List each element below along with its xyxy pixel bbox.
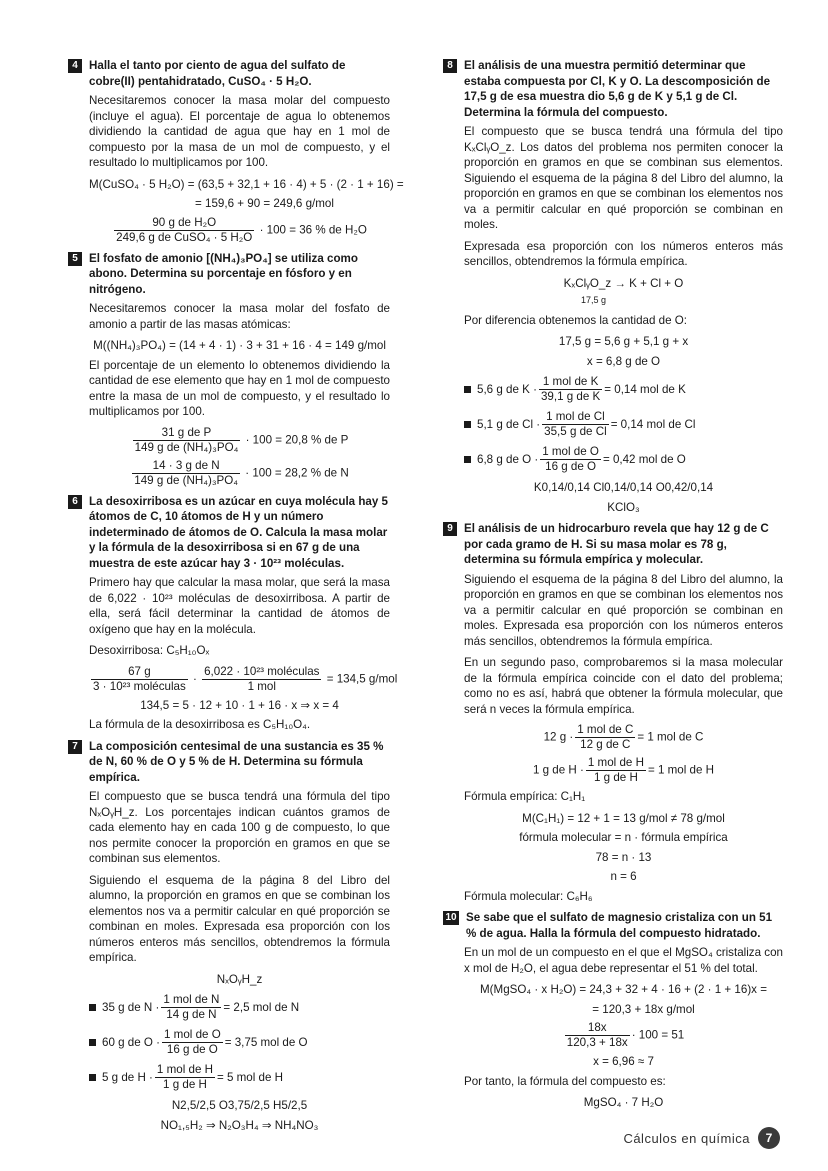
problem-number: 5	[68, 252, 82, 266]
result: = 0,14 mol de Cl	[610, 417, 696, 431]
denominator: 35,5 g de Cl	[544, 425, 607, 438]
equation: K0,14/0,14 Cl0,14/0,14 O0,42/0,14	[533, 481, 714, 494]
numerator: 1 mol de H	[587, 756, 644, 769]
equation: MgSO₄ · 7 H₂O	[583, 1096, 664, 1109]
numerator: 90 g de H₂O	[114, 216, 254, 231]
calc-prefix: 5,6 g de K ·	[477, 382, 537, 396]
problem-10	[443, 910, 783, 1111]
paragraph: Por diferencia obtenemos la cantidad de O:	[464, 313, 687, 327]
equation: = 120,3 + 18x g/mol	[592, 1002, 695, 1016]
problem-number: 8	[443, 59, 457, 73]
numerator: 14 · 3 g de N	[132, 459, 240, 474]
equation: M((NH₄)₃PO₄) = (14 + 4 · 1) · 3 + 31 + 16 · 4 = 149 g/mol	[93, 339, 386, 352]
equation: n = 6	[610, 870, 637, 883]
numerator: 31 g de P	[133, 426, 241, 441]
calc-prefix: 5 g de H ·	[102, 1070, 153, 1084]
equation: fórmula molecular = n · fórmula empírica	[519, 831, 728, 844]
problem-4	[68, 58, 404, 245]
result: = 3,75 mol de O	[224, 1035, 308, 1049]
result: = 134,5 g/mol	[326, 672, 398, 686]
equation: 17,5 g = 5,6 g + 5,1 g + x	[558, 335, 689, 348]
problem-number: 6	[68, 495, 82, 509]
problem-number: 7	[68, 740, 82, 754]
result: = 5 mol de H	[216, 1070, 284, 1084]
equation: 134,5 = 5 · 12 + 10 · 1 + 16 · x ⇒ x = 4	[140, 698, 339, 712]
paragraph: Siguiendo el esquema de la página 8 del Libro del alumno, la proporción en gramos en que se combinan los elementos nos va a permitir calcular en qué proporción se combinan en moles. Expresada esa proporción con los números enteros más sencillos, obtendremos la fórmula empírica.	[464, 572, 783, 648]
calc-prefix: 1 g de H ·	[532, 763, 584, 777]
problem-question: Halla el tanto por ciento de agua del sulfato de cobre(II) pentahidratado, CuSO₄ · 5 H₂O.	[89, 59, 346, 88]
problem-question: La desoxirribosa es un azúcar en cuya molécula hay 5 átomos de C, 10 átomos de H y un número indeterminado de átomos de O. Calcula la masa molar y la fórmula de la desoxirribosa si en 67 g de una muestra de este azúcar hay 3 · 10²³ moléculas.	[89, 494, 388, 570]
fraction-equation	[89, 459, 390, 488]
equation: NₓOᵧH_z	[216, 972, 263, 986]
numerator: 1 mol de C	[577, 723, 634, 736]
numerator: 1 mol de K	[539, 375, 602, 390]
problem-6	[68, 494, 398, 733]
denominator: 149 g de (NH₄)₃PO₄	[134, 440, 239, 454]
bullet-calc	[464, 410, 783, 439]
page-footer	[623, 1127, 780, 1149]
problem-number: 9	[443, 522, 457, 536]
problem-question: El análisis de una muestra permitió determinar que estaba compuesta por Cl, K y O. La descomposición de 17,5 g de esa muestra dio 5,6 g de K y 5,1 g de Cl. Determina la fórmula del compuesto.	[464, 59, 771, 119]
paragraph: Primero hay que calcular la masa molar, que será la masa de 6,022 · 10²³ moléculas de desoxirribosa. A partir de ella, será fácil determinar la cantidad de átomos de oxígeno que hay en la molécula.	[89, 576, 390, 636]
equation: M(C₁H₁) = 12 + 1 = 13 g/mol ≠ 78 g/mol	[522, 811, 725, 825]
denominator: 14 g de N	[166, 1008, 217, 1021]
denominator: 249,6 g de CuSO₄ · 5 H₂O	[116, 230, 253, 244]
bullet-square	[464, 421, 471, 428]
paragraph: En un mol de un compuesto en el que el MgSO₄ cristaliza con x mol de H₂O, el agua debe representar el 51 % del total.	[464, 946, 783, 975]
denominator: 1 mol	[247, 679, 276, 693]
problem-7	[68, 739, 390, 1134]
bullet-square	[464, 386, 471, 393]
result: = 1 mol de H	[647, 763, 715, 777]
paragraph: Expresada esa proporción con los números enteros más sencillos, obtendremos la fórmula empírica.	[464, 239, 783, 268]
paragraph: Necesitaremos conocer la masa molar del compuesto (incluye el agua). El porcentaje de agua lo obtenemos dividiendo la cantidad de agua que hay en 1 mol de compuesto por la masa de un mol de compuesto, y el resultado lo multiplicamos por 100.	[89, 94, 390, 169]
paragraph: En un segundo paso, comprobaremos si la masa molecular de la fórmula empírica coincide con el dato del problema; como no es así, habrá que obtener la fórmula molecular, que será n veces la fórmula empírica.	[464, 656, 783, 716]
paragraph: Fórmula molecular: C₆H₆	[464, 889, 593, 903]
calc-prefix: 35 g de N ·	[102, 1000, 160, 1014]
result: · 100 = 28,2 % de N	[245, 466, 349, 480]
result: · 100 = 51	[631, 1028, 685, 1042]
result: · 100 = 36 % de H₂O	[259, 223, 367, 237]
right-column	[443, 58, 783, 1117]
denominator: 1 g de H	[594, 771, 638, 784]
equation: x = 6,8 g de O	[586, 354, 661, 368]
numerator: 6,022 · 10²³ moléculas	[204, 664, 320, 678]
bullet-calc	[89, 1063, 390, 1092]
problem-5	[68, 251, 390, 488]
numerator: 18x	[565, 1021, 630, 1036]
numerator: 67 g	[91, 665, 188, 680]
bullet-square	[464, 456, 471, 463]
bullet-square	[89, 1004, 96, 1011]
page-number: 7	[758, 1127, 780, 1149]
equation: N2,5/2,5 O3,75/2,5 H5/2,5	[171, 1099, 308, 1112]
denominator: 1 g de H	[163, 1078, 207, 1091]
equation: KClO₃	[607, 500, 640, 514]
chapter-title: Cálculos en química	[623, 1130, 750, 1146]
numerator: 1 mol de H	[156, 1063, 213, 1076]
equation: NO₁,₅H₂ ⇒ N₂O₃H₄ ⇒ NH₄NO₃	[160, 1118, 319, 1132]
fraction-equation	[89, 216, 390, 245]
denominator: 12 g de C	[580, 738, 631, 751]
fraction-equation	[464, 1021, 783, 1050]
numerator: 1 mol de Cl	[542, 410, 609, 425]
paragraph: El compuesto que se busca tendrá una fórmula del tipo KₓClᵧO_z. Los datos del problema nos permiten conocer la proporción en gramos en que se combinan sus elementos. Siguiendo el esquema de la página 8 del Libro del alumno, la proporción en gramos en que se combinan los elementos nos va a permitir calcular en qué proporción se combinan en moles.	[464, 125, 783, 231]
paragraph: Por tanto, la fórmula del compuesto es:	[464, 1074, 666, 1088]
bullet-square	[89, 1074, 96, 1081]
fraction-equation	[464, 756, 783, 785]
fraction-equation	[89, 426, 390, 455]
equation: M(MgSO₄ · x H₂O) = 24,3 + 32 + 4 · 16 + (2 · 1 + 16)x =	[480, 983, 767, 996]
fraction-equation	[464, 723, 783, 752]
problem-question: El fosfato de amonio [(NH₄)₃PO₄] se utiliza como abono. Determina su porcentaje en fósforo y en nitrógeno.	[89, 251, 358, 296]
problem-question: La composición centesimal de una sustancia es 35 % de N, 60 % de O y 5 % de H. Determina su fórmula empírica.	[89, 739, 384, 784]
result: = 1 mol de C	[637, 730, 704, 744]
calc-prefix: 12 g ·	[543, 730, 574, 744]
denominator: 39,1 g de K	[540, 390, 601, 403]
denominator: 16 g de O	[166, 1043, 218, 1056]
denominator: 120,3 + 18x	[566, 1036, 628, 1049]
bullet-square	[89, 1039, 96, 1046]
bullet-calc	[89, 1028, 390, 1057]
problem-8	[443, 58, 783, 515]
calc-prefix: 5,1 g de Cl ·	[477, 417, 541, 431]
result: = 0,42 mol de O	[602, 452, 686, 466]
paragraph: Fórmula empírica: C₁H₁	[464, 790, 586, 803]
paragraph: El compuesto que se busca tendrá una fórmula del tipo NₓOᵧH_z. Los porcentajes indican cuántos gramos de cada elemento hay en cada 100 g de compuesto, lo que nos permite conocer la proporción en gramos en que se combinan sus elementos.	[89, 790, 390, 865]
fraction-equation: $\frac{67 g}{\text{3 · 10²³ moléculas}}$ · $\frac{\text{6,022 · 10²³ moléculas}}{\text{1 mol}}$ = 134,5 g/mol	[93, 664, 398, 693]
calc-prefix: 6,8 g de O ·	[477, 452, 539, 466]
result: = 0,14 mol de K	[604, 382, 686, 396]
result: = 2,5 mol de N	[223, 1000, 300, 1014]
bullet-calc	[464, 375, 783, 404]
numerator: 1 mol de N	[163, 993, 220, 1006]
numerator: 1 mol de O	[164, 1028, 221, 1041]
equation-subscript: 17,5 g	[580, 295, 607, 305]
calc-prefix: 60 g de O ·	[102, 1035, 161, 1049]
paragraph: Siguiendo el esquema de la página 8 del Libro del alumno, la proporción en gramos en que se combinan los elementos nos va a permitir calcular en qué proporción se combinan en moles. Expresada esa proporción con los números enteros más sencillos, obtendremos la fórmula empírica.	[89, 873, 390, 964]
paragraph: La fórmula de la desoxirribosa es C₅H₁₀O₄.	[89, 718, 311, 731]
problem-number: 10	[443, 911, 459, 925]
formula-line: Desoxirribosa: C₅H₁₀Oₓ	[89, 644, 210, 657]
denominator: 16 g de O	[545, 460, 597, 473]
equation: KₓClᵧO_z → K + Cl + O	[563, 276, 684, 290]
paragraph: El porcentaje de un elemento lo obtenemos dividiendo la cantidad de ese elemento que hay en 1 mol de compuesto entre la masa de un mol de compuesto, y el resultado lo multiplicamos por 100.	[89, 358, 390, 418]
bullet-calc	[464, 445, 783, 474]
result: · 100 = 20,8 % de P	[245, 433, 349, 447]
problem-question: El análisis de un hidrocarburo revela que hay 12 g de C por cada gramo de H. Si su masa molar es 78 g, determina su fórmula empírica y molecular.	[464, 522, 769, 566]
left-column	[68, 58, 404, 1139]
paragraph: Necesitaremos conocer la masa molar del fosfato de amonio a partir de las masas atómicas:	[89, 302, 390, 331]
denominator: 3 · 10²³ moléculas	[93, 679, 186, 693]
problem-9	[443, 521, 783, 904]
equation: 78 = n · 13	[595, 850, 652, 864]
problem-number: 4	[68, 59, 82, 73]
equation: x = 6,96 ≈ 7	[593, 1055, 654, 1068]
equation: = 159,6 + 90 = 249,6 g/mol	[195, 197, 334, 210]
denominator: 149 g de (NH₄)₃PO₄	[134, 473, 239, 487]
problem-question: Se sabe que el sulfato de magnesio cristaliza con un 51 % de agua. Halla la fórmula del compuesto hidratado.	[466, 911, 773, 940]
bullet-calc	[89, 993, 390, 1022]
equation: M(CuSO₄ · 5 H₂O) = (63,5 + 32,1 + 16 · 4) + 5 · (2 · 1 + 16) =	[89, 177, 404, 191]
numerator: 1 mol de O	[542, 445, 599, 458]
